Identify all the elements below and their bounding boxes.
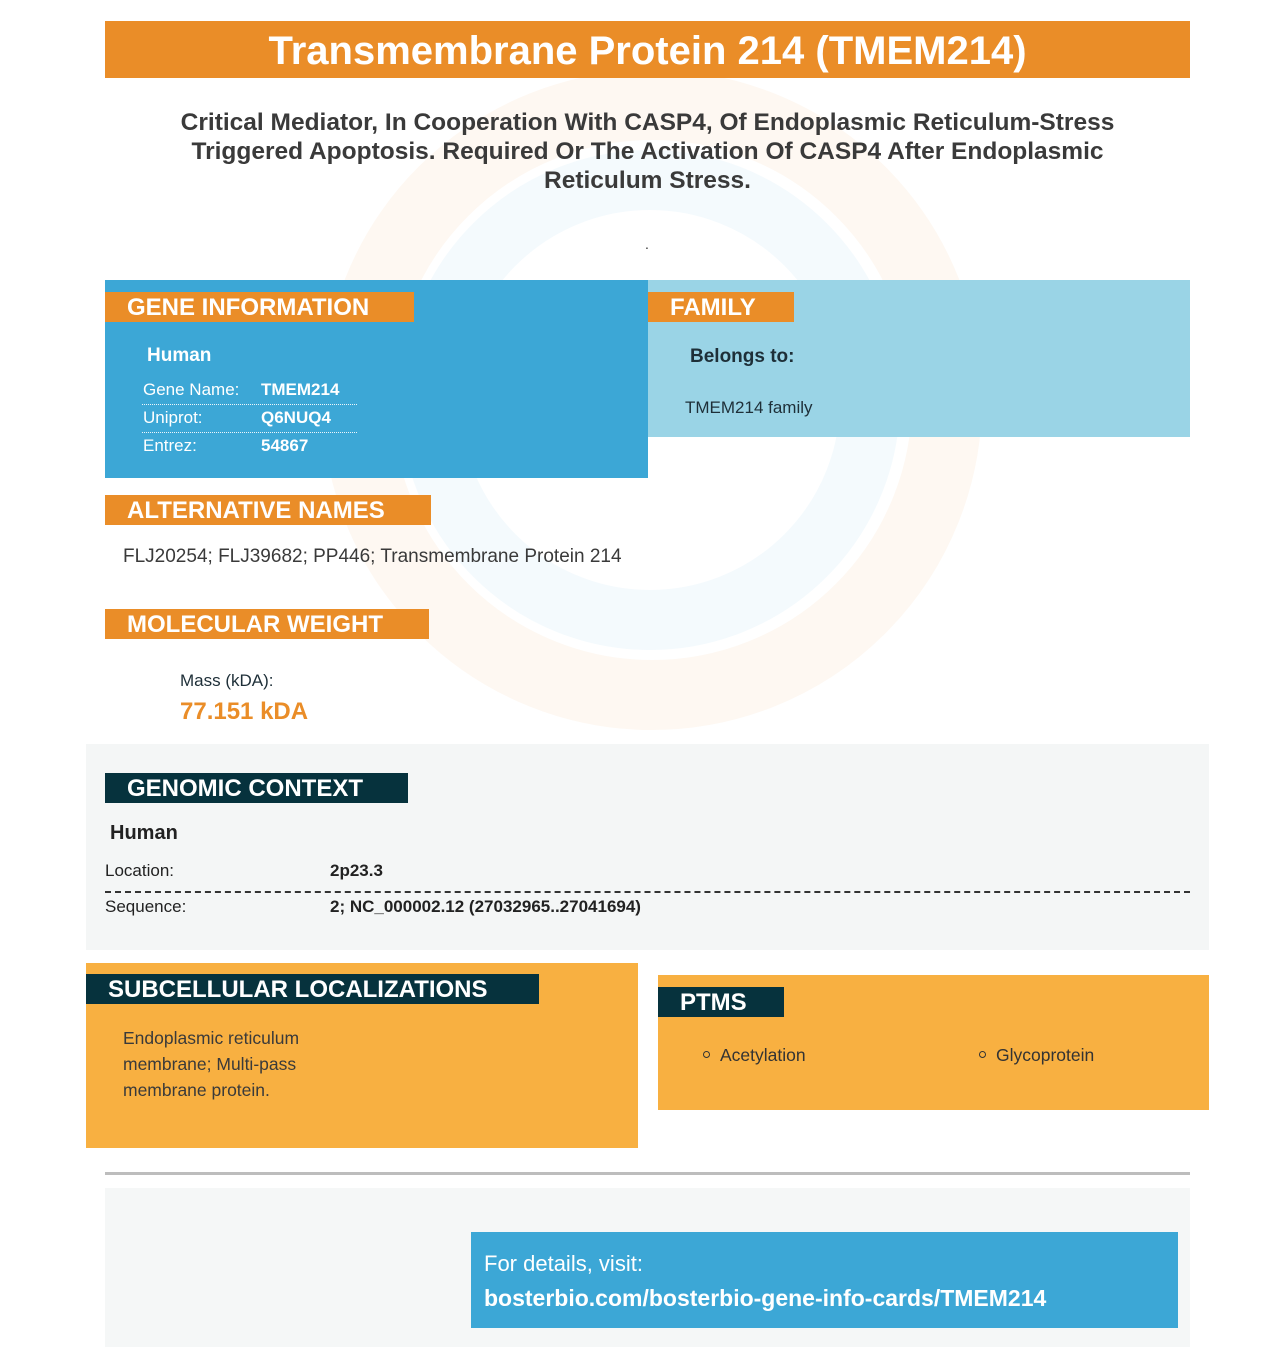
ptm-label: Glycoprotein — [996, 1045, 1095, 1065]
gene-row-uniprot — [142, 404, 357, 433]
molecular-weight-heading: MOLECULAR WEIGHT — [105, 609, 429, 639]
details-callout — [471, 1232, 1178, 1328]
details-label: For details, visit: — [484, 1251, 643, 1276]
ptms-heading: PTMS — [658, 987, 784, 1017]
genomic-row-location — [105, 857, 1190, 893]
divider — [105, 1172, 1190, 1175]
gene-information-heading: GENE INFORMATION — [105, 292, 414, 322]
gene-row-label: Entrez: — [143, 436, 197, 455]
subcellular-text: Endoplasmic reticulum membrane; Multi-pass membrane protein. — [123, 1028, 300, 1100]
gene-row-name — [142, 376, 357, 405]
circle-bullet-icon — [703, 1051, 710, 1058]
ptm-list-item — [979, 1045, 1094, 1066]
gene-row-value: Q6NUQ4 — [261, 408, 331, 427]
genomic-row-label: Location: — [105, 861, 174, 880]
genomic-row-label: Sequence: — [105, 897, 187, 916]
genomic-row-value: 2; NC_000002.12 (27032965..27041694) — [330, 897, 641, 916]
details-link[interactable]: bosterbio.com/bosterbio-gene-info-cards/TMEM214 — [484, 1285, 1047, 1311]
stray-dot: . — [645, 236, 649, 252]
gene-row-value: TMEM214 — [261, 380, 340, 399]
gene-row-label: Uniprot: — [143, 408, 203, 427]
gene-species: Human — [147, 345, 212, 366]
gene-row-entrez — [142, 432, 357, 460]
gene-row-value: 54867 — [261, 436, 309, 455]
genomic-row-value: 2p23.3 — [330, 861, 383, 880]
family-belongs-label: Belongs to: — [690, 346, 795, 367]
ptm-label: Acetylation — [720, 1045, 806, 1065]
gene-row-label: Gene Name: — [143, 380, 240, 399]
genomic-context-heading: GENOMIC CONTEXT — [105, 773, 408, 803]
page-subtitle: Critical Mediator, In Cooperation With CASP4, Of Endoplasmic Reticulum-Stress Triggered Apoptosis. Required Or The Activation Of CASP4 After Endoplasmic Reticulum Stress. — [180, 109, 1115, 194]
genomic-species: Human — [110, 822, 178, 844]
family-value: TMEM214 family — [685, 398, 813, 417]
mass-label: Mass (kDA): — [180, 671, 274, 690]
genomic-row-sequence — [105, 893, 1190, 927]
alternative-names-heading: ALTERNATIVE NAMES — [105, 495, 431, 525]
mass-value: 77.151 kDA — [180, 698, 309, 725]
circle-bullet-icon — [979, 1051, 986, 1058]
ptm-list-item — [703, 1045, 806, 1066]
subcellular-heading: SUBCELLULAR LOCALIZATIONS — [86, 974, 539, 1004]
alternative-names-text: FLJ20254; FLJ39682; PP446; Transmembrane Protein 214 — [123, 546, 622, 567]
family-heading: FAMILY — [648, 292, 794, 322]
page-title: Transmembrane Protein 214 (TMEM214) — [105, 21, 1190, 78]
